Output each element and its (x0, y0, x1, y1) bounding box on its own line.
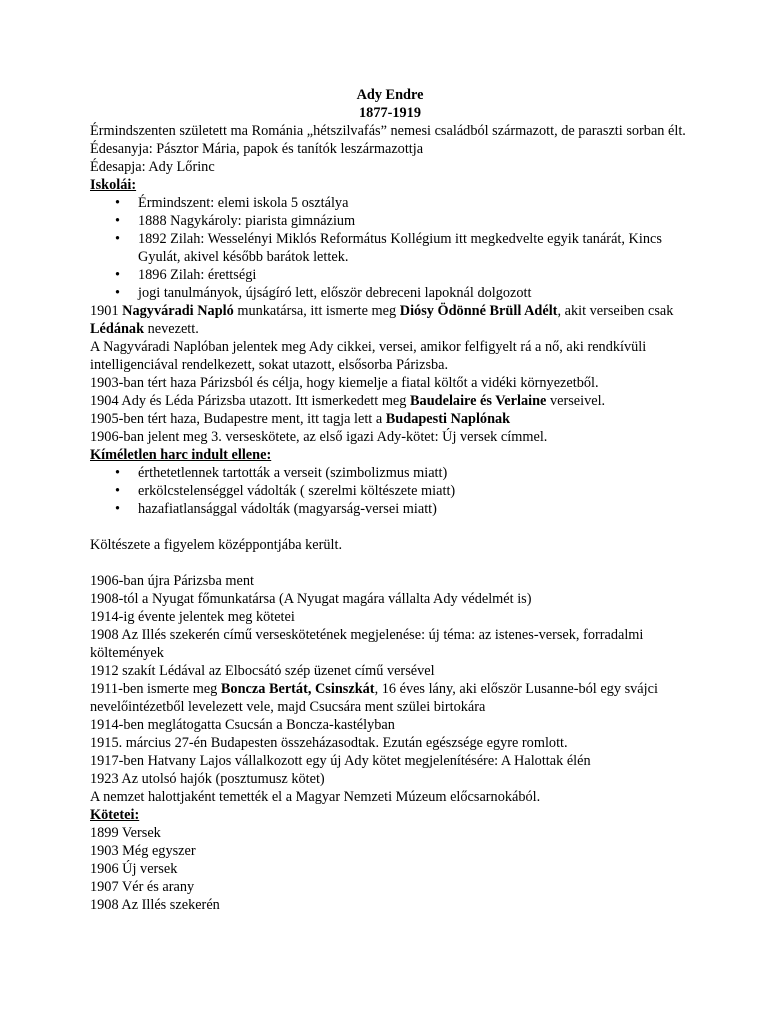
volume-item: 1903 Még egyszer (90, 843, 196, 859)
bold-term: Diósy Ödönné Brüll Adélt (399, 303, 558, 319)
timeline-1908b: 1908 Az Illés szekerén című verseskötetének megjelenése: új téma: az istenes-versek, forradalmi költemények (90, 627, 644, 661)
schools-heading: Iskolái: (90, 177, 137, 193)
timeline-1917: 1917-ben Hatvany Lajos vállalkozott egy új Ady kötet megjelenítésére: A Halottak élén (90, 753, 591, 769)
schools-list (90, 194, 690, 302)
volume-item: 1907 Vér és arany (90, 879, 195, 895)
list-item: • 1896 Zilah: érettségi (90, 266, 690, 284)
focus-line: Költészete a figyelem középpontjába került. (90, 537, 343, 553)
life-years: 1877-1919 (359, 105, 421, 121)
volume-item: 1899 Versek (90, 825, 161, 841)
funeral-line: A nemzet halottjaként temették el a Magyar Nemzeti Múzeum előcsarnokából. (90, 789, 541, 805)
list-item: • 1892 Zilah: Wesselényi Miklós Református Kollégium itt megkedvelte egyik tanárát, Kincs Gyulát, akivel később barátok lettek. (90, 230, 690, 266)
volumes-heading: Kötetei: (90, 807, 140, 823)
list-item: • Érmindszent: elemi iskola 5 osztálya (90, 194, 690, 212)
volume-item: 1906 Új versek (90, 861, 178, 877)
timeline-1923: 1923 Az utolsó hajók (posztumusz kötet) (90, 771, 325, 787)
line-1904: 1904 Ady és Léda Párizsba utazott. Itt ismerkedett meg Baudelaire és Verlaine verseivel. (90, 393, 606, 409)
line-1903: 1903-ban tért haza Párizsból és célja, hogy kiemelje a fiatal költőt a vidéki környezetből. (90, 375, 599, 391)
timeline-1915: 1915. március 27-én Budapesten összeházasodtak. Ezután egészsége egyre romlott. (90, 735, 568, 751)
document-page (90, 86, 690, 914)
bold-term: Lédának (90, 321, 145, 337)
birth-paragraph: Érmindszenten született ma Románia „hétszilvafás” nemesi családból származott, de paraszti sorban élt. (90, 123, 686, 139)
timeline-1908: 1908-tól a Nyugat főmunkatársa (A Nyugat magára vállalta Ady védelmét is) (90, 591, 532, 607)
fight-list (90, 464, 690, 518)
volume-item: 1908 Az Illés szekerén (90, 897, 220, 913)
father-line: Édesapja: Ady Lőrinc (90, 159, 215, 175)
list-item: • jogi tanulmányok, újságíró lett, először debreceni lapoknál dolgozott (90, 284, 690, 302)
bold-term: Baudelaire és Verlaine (410, 393, 547, 409)
timeline-1914b: 1914-ben meglátogatta Csucsán a Boncza-kastélyban (90, 717, 395, 733)
page-title: Ady Endre (356, 87, 424, 103)
list-item: • érthetetlennek tartották a verseit (szimbolizmus miatt) (90, 464, 690, 482)
list-item: • hazafiatlansággal vádolták (magyarság-versei miatt) (90, 500, 690, 518)
timeline-1906: 1906-ban újra Párizsba ment (90, 573, 254, 589)
line-1906: 1906-ban jelent meg 3. verseskötete, az első igazi Ady-kötet: Új versek címmel. (90, 429, 548, 445)
paragraph-naplo: A Nagyváradi Naplóban jelentek meg Ady cikkei, versei, amikor felfigyelt rá a nő, aki rendkívüli intelligenciával rendelkezett, sokat utazott, elsősorba Párizsba. (90, 339, 647, 373)
fight-heading: Kíméletlen harc indult ellene: (90, 447, 272, 463)
line-1905: 1905-ben tért haza, Budapestre ment, itt tagja lett a Budapesti Naplónak (90, 411, 511, 427)
list-item: • 1888 Nagykároly: piarista gimnázium (90, 212, 690, 230)
paragraph-1901: 1901 Nagyváradi Napló munkatársa, itt ismerte meg Diósy Ödönné Brüll Adélt, akit verseiben csak Lédának nevezett. (90, 303, 674, 337)
bold-term: Boncza Bertát, Csinszkát (220, 681, 375, 697)
bold-term: Budapesti Naplónak (385, 411, 511, 427)
bold-term: Nagyváradi Napló (122, 303, 234, 319)
spacer (90, 554, 690, 572)
mother-line: Édesanyja: Pásztor Mária, papok és tanítók leszármazottja (90, 141, 424, 157)
timeline-1914a: 1914-ig évente jelentek meg kötetei (90, 609, 295, 625)
spacer (90, 518, 690, 536)
timeline-1911: 1911-ben ismerte meg Boncza Bertát, Csinszkát, 16 éves lány, aki először Lusanne-ból egy svájci nevelőintézetből levelezett vele, majd Csucsára ment szülei birtokára (90, 681, 658, 715)
timeline-1912: 1912 szakít Lédával az Elbocsátó szép üzenet című versével (90, 663, 435, 679)
list-item: • erkölcstelenséggel vádolták ( szerelmi költészete miatt) (90, 482, 690, 500)
